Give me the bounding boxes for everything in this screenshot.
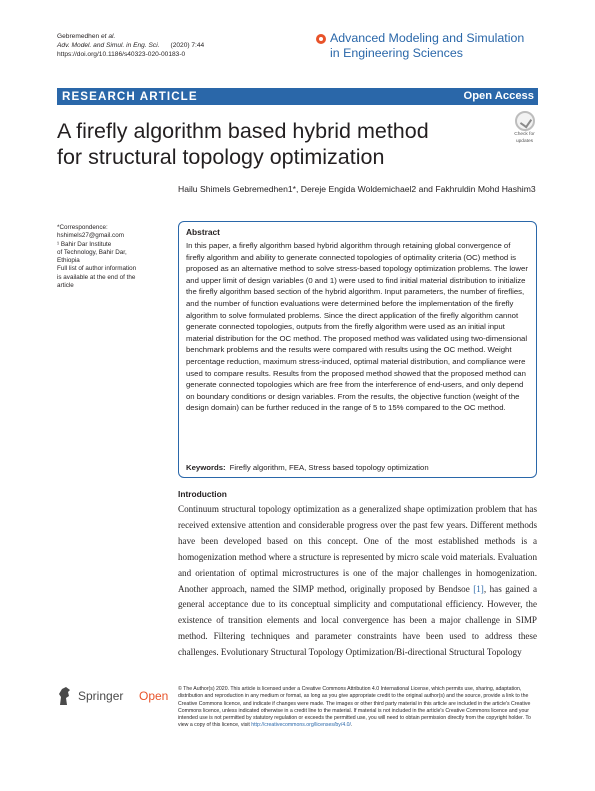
check-updates-line1: Check for	[514, 132, 535, 137]
affiliation-line: Ethiopia	[57, 257, 80, 265]
abstract-box	[178, 221, 537, 478]
journal-logo-icon	[316, 34, 326, 44]
journal-name-line1: Advanced Modeling and Simulation	[330, 31, 525, 45]
keywords-line	[186, 463, 429, 472]
license-notice	[178, 686, 538, 730]
introduction-body	[178, 502, 537, 661]
check-for-updates-badge[interactable]	[511, 111, 538, 144]
open-access-label: Open Access	[463, 90, 534, 102]
title-line2: for structural topology optimization	[57, 145, 385, 169]
correspondence-email[interactable]: hshimels27@gmail.com	[57, 232, 124, 240]
keywords-label: Keywords:	[186, 463, 226, 472]
journal-name-line2: in Engineering Sciences	[330, 46, 463, 60]
running-header	[57, 32, 204, 60]
intro-text-b: , has gained a general acceptance due to its conceptual simplicity and computational efficiency. However, the existence of transition elements and local convergence has been a major challenge in SIMP method. Filtering techniques and parameter constraints have been used to address these challenges. Evolutionary Structural Topology Optimization/Bi-directional Structural Topology	[178, 583, 537, 658]
check-updates-line2: updates	[515, 138, 534, 144]
header-et-al: et al.	[101, 33, 116, 40]
title-line1: A firefly algorithm based hybrid method	[57, 119, 429, 143]
citation-link[interactable]: [1]	[473, 583, 484, 594]
header-doi[interactable]: https://doi.org/10.1186/s40323-020-00183-0	[57, 51, 186, 59]
affiliation-line: is available at the end of the	[57, 273, 136, 281]
license-url-link[interactable]: http://creativecommons.org/licenses/by/4.0/	[251, 722, 351, 729]
abstract-heading: Abstract	[186, 227, 220, 237]
author-list: Hailu Shimels Gebremedhen1*, Dereje Engida Woldemichael2 and Fakhruldin Mohd Hashim3	[178, 184, 536, 194]
intro-text-a: Continuum structural topology optimization as a generalized shape optimization problem that has received extensive attention and considerable progress over the past few years. Different methods have been developed based on this concept. One of the most established methods is a homogenization method where a structure is represented by micro scale void materials. Evaluation and orientation of optimal microstructures is one of the major challenges in homogenization. Another approach, named the SIMP method, originally proposed by Bendsoe	[178, 504, 537, 594]
header-year-article: (2020) 7:44	[170, 42, 205, 50]
springer-wordmark: Springer	[78, 689, 124, 703]
affiliation-line: of Technology, Bahir Dar,	[57, 248, 127, 256]
article-title	[57, 118, 487, 170]
keywords-list: Firefly algorithm, FEA, Stress based topology optimization	[229, 463, 429, 472]
license-text: © The Author(s) 2020. This article is licensed under a Creative Commons Attribution 4.0 International License, which permits use, sharing, adaptation, distribution and reproduction in any medium or format, as long as you give appropriate credit to the original author(s) and the source, provide a link to the Creative Commons licence, and indicate if changes were made. The images or other third party material in this article are included in the article's Creative Commons licence, unless indicated otherwise in a credit line to the material. If material is not included in the article's Creative Commons licence and your intended use is not permitted by statutory regulation or exceeds the permitted use, you will need to obtain permission directly from the copyright holder. To view a copy of this licence, visit	[178, 686, 531, 729]
affiliation-line: ¹ Bahir Dar Institute	[57, 240, 112, 248]
check-updates-icon	[515, 111, 535, 131]
introduction-heading: Introduction	[178, 489, 227, 499]
abstract-body: In this paper, a firefly algorithm based hybrid algorithm through retaining global convergence of firefly algorithm and ability to generate connected topologies of optimality criteria (OC) method is proposed as an alternative method to solve stress-based topology optimization problems. The lower and upper limit of design variables (0 and 1) were used to find initial material distribution to initialize the firefly algorithm based section of the hybrid algorithm. Input parameters, the number of fireflies, and the number of function evaluations were determined before the implementation of the firefly algorithm to solve formulated problems. Since the direct application of the firefly algorithm cannot generate connected topologies, outputs from the firefly algorithm were used as an initial input material distribution for the OC method. The proposed method was validated using two-dimensional benchmark problems and the results were compared with results using the OC method. Weight percentage reduction, maximum stress-induced, optimal material distribution, and compliance were used to compare results. Results from the proposed method showed that the proposed method can generate connected topologies which are free from the interference of end-users, and only depend on boundary conditions or design variables. From the results, the objective function (weight of the design domain) can be further reduced in the range of 5 to 15% compared to the OC method.	[186, 241, 528, 413]
open-wordmark: Open	[139, 689, 169, 703]
affiliation-line: article	[57, 282, 74, 290]
springer-horse-icon	[57, 686, 73, 706]
header-author: Gebremedhen	[57, 33, 100, 40]
license-end: .	[351, 722, 353, 729]
correspondence-label: *Correspondence:	[57, 224, 108, 231]
article-type-label: RESEARCH ARTICLE	[62, 90, 198, 103]
affiliation-line: Full list of author information	[57, 265, 137, 273]
header-journal-abbrev: Adv. Model. and Simul. in Eng. Sci.	[57, 42, 160, 50]
correspondence-sidebar	[57, 224, 169, 290]
article-type-banner	[57, 88, 538, 105]
